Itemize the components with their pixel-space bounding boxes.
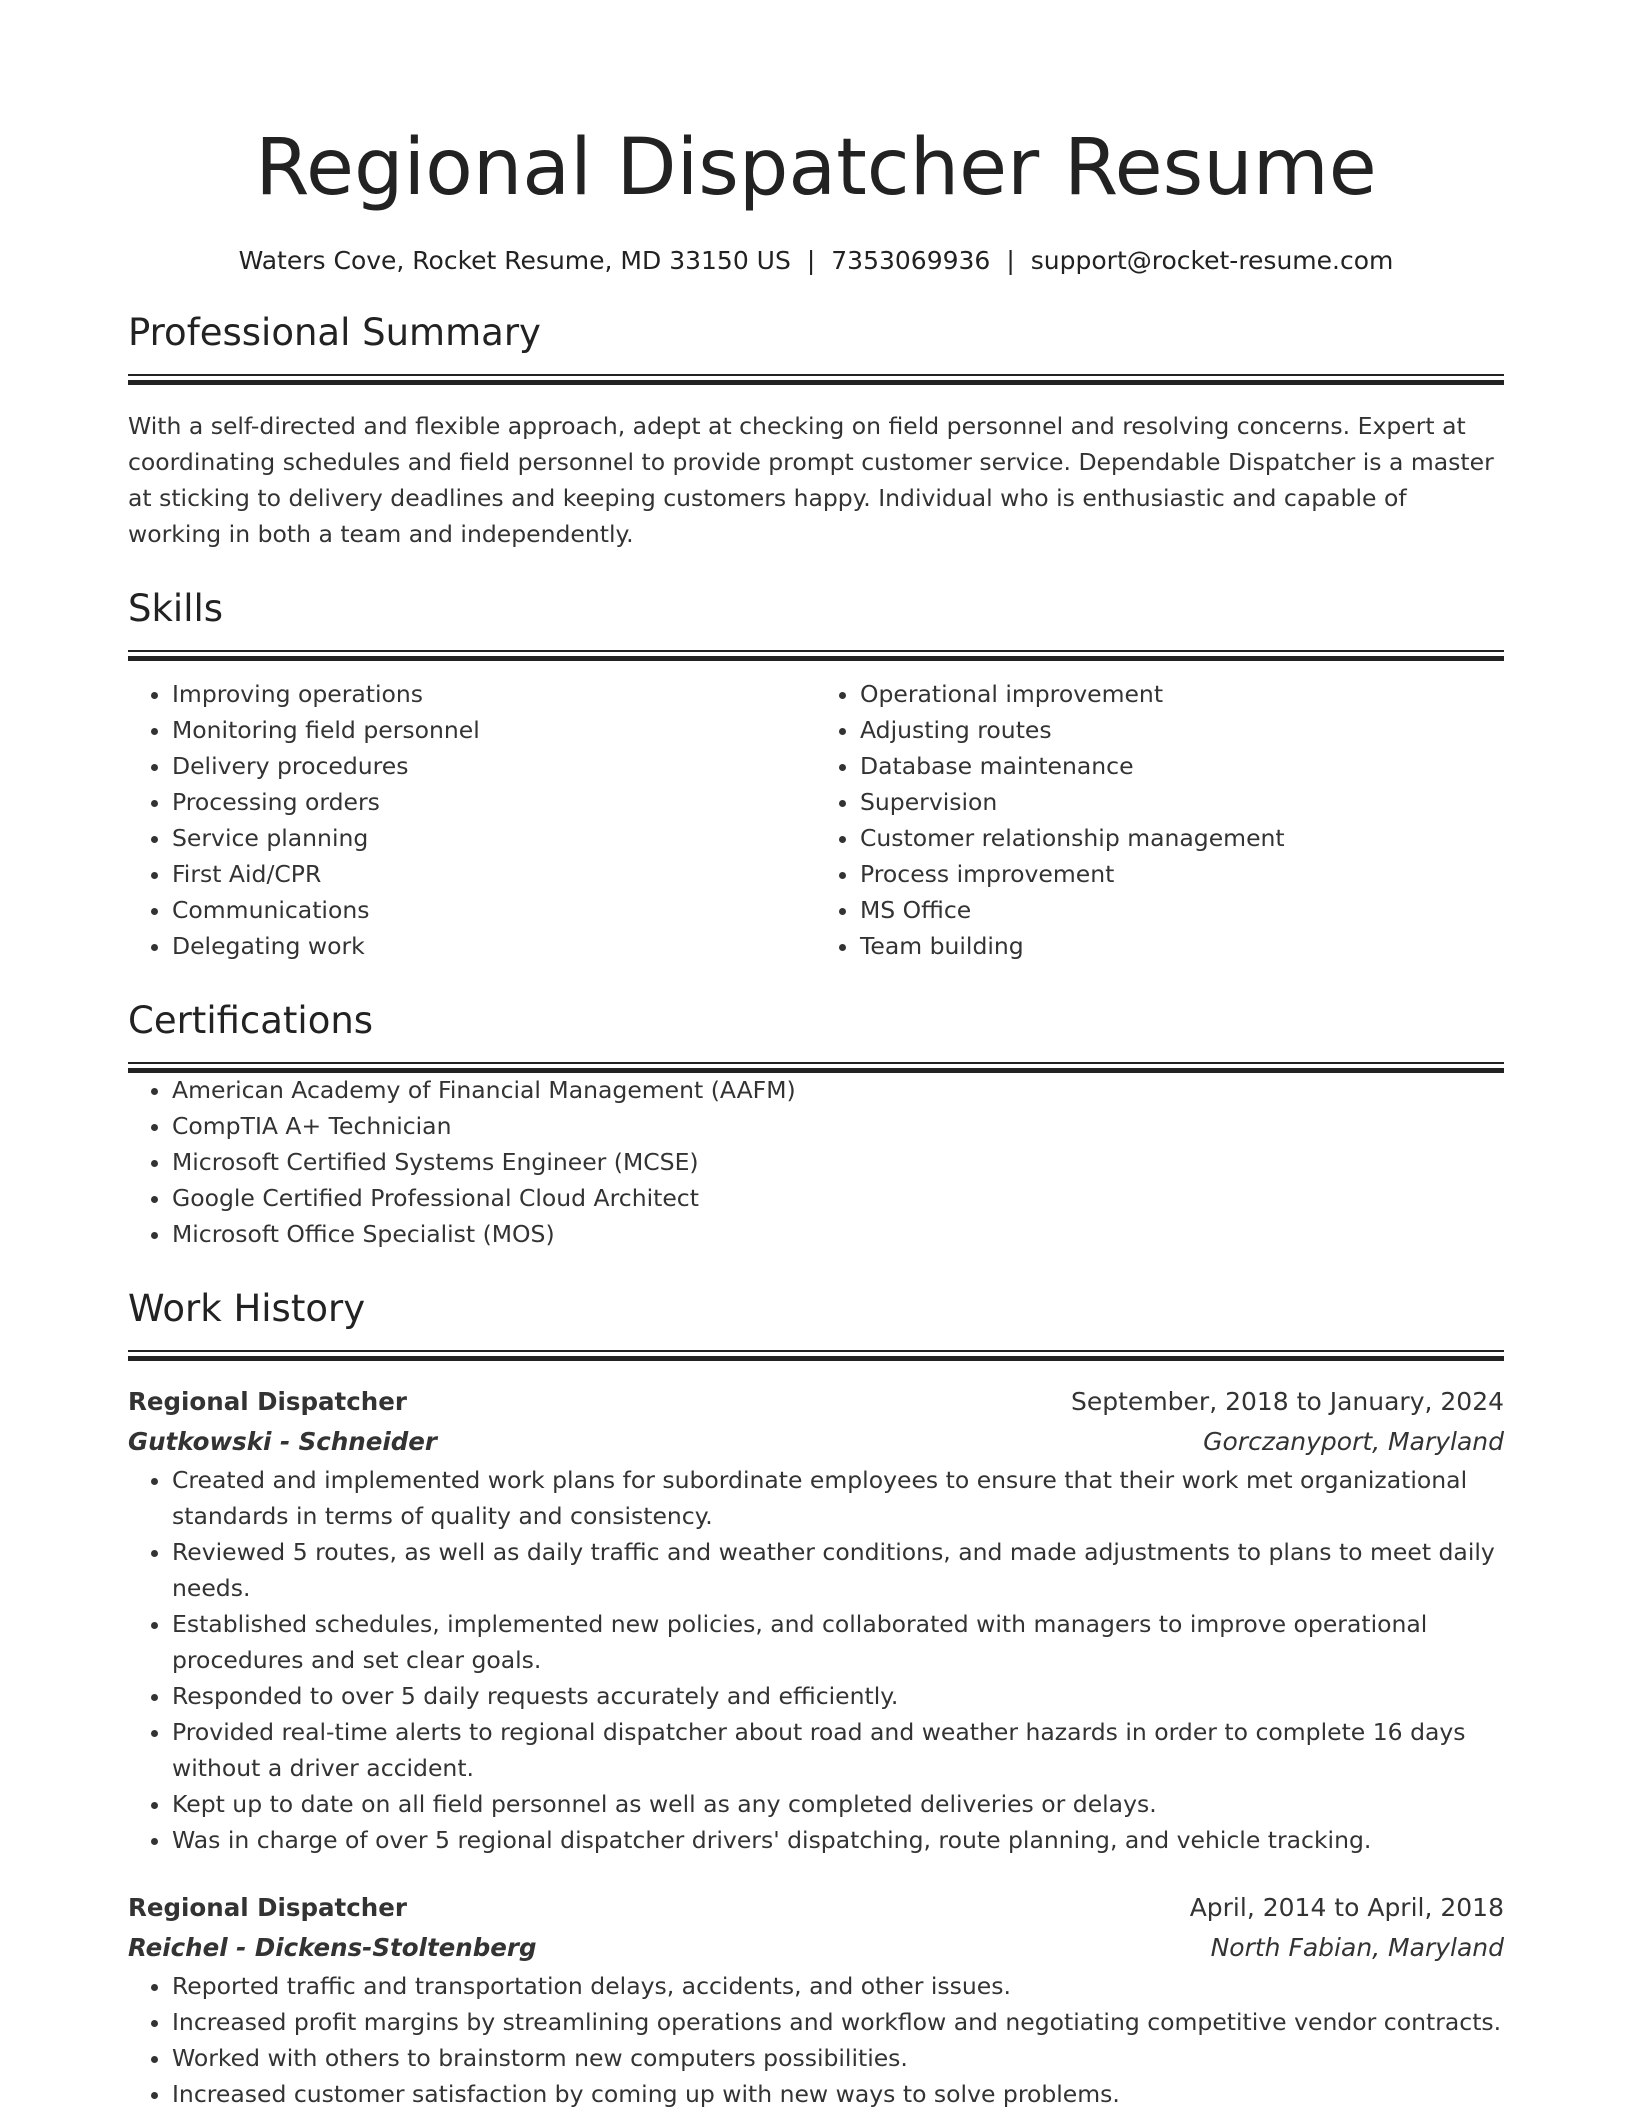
- job-title: Regional Dispatcher: [128, 1893, 407, 1922]
- skill-item: • Supervision: [860, 784, 1504, 820]
- summary-heading: Professional Summary: [128, 311, 541, 354]
- skill-item: • Delegating work: [172, 928, 816, 964]
- certification-item: • CompTIA A+ Technician: [172, 1108, 1504, 1144]
- job-bullet: • Increased customer satisfaction by coming up with new ways to solve problems.: [172, 2076, 1504, 2112]
- job-dates: April, 2014 to April, 2018: [1189, 1893, 1504, 1922]
- job-location: Gorczanyport, Maryland: [1203, 1427, 1504, 1456]
- skills-heading: Skills: [128, 587, 224, 630]
- job-bullet: • Reported traffic and transportation delays, accidents, and other issues.: [172, 1968, 1504, 2004]
- job-company: Gutkowski - Schneider: [128, 1427, 437, 1456]
- skills-grid: [128, 676, 1504, 964]
- job-header-row: [128, 1888, 1504, 1928]
- contact-email[interactable]: support@rocket-resume.com: [1030, 246, 1394, 275]
- skills-column-right: [816, 676, 1504, 964]
- certification-item: • Microsoft Certified Systems Engineer (MCSE): [172, 1144, 1504, 1180]
- summary-text: With a self-directed and flexible approach, adept at checking on field personnel and resolving concerns. Expert at coordinating schedules and field personnel to provide prompt customer service. Dependable Dispatcher is a master at sticking to delivery deadlines and keeping customers happy. Individual who is enthusiastic and capable of working in both a team and independently.: [128, 412, 1494, 548]
- job-bullet-list: [128, 1462, 1504, 1858]
- section-divider: [128, 650, 1504, 660]
- skill-item: • Operational improvement: [860, 676, 1504, 712]
- job-dates: September, 2018 to January, 2024: [1071, 1387, 1504, 1416]
- job-bullet: • Was in charge of over 5 regional dispatcher drivers' dispatching, route planning, and vehicle tracking.: [172, 1822, 1504, 1858]
- certifications-section: [128, 996, 1504, 1252]
- certifications-heading: Certifications: [128, 999, 374, 1042]
- job-company-row: [128, 1928, 1504, 1968]
- skills-column-left: [128, 676, 816, 964]
- job-bullet: • Increased profit margins by streamlining operations and workflow and negotiating competitive vendor contracts.: [172, 2004, 1504, 2040]
- job-bullet: • Reviewed 5 routes, as well as daily traffic and weather conditions, and made adjustments to plans to meet daily needs.: [172, 1534, 1504, 1606]
- section-divider: [128, 1062, 1504, 1072]
- page-title: Regional Dispatcher Resume: [255, 123, 1377, 213]
- certification-item: • Microsoft Office Specialist (MOS): [172, 1216, 1504, 1252]
- job-entry: [128, 1382, 1504, 1858]
- skills-list-right: [816, 676, 1504, 964]
- jobs-list: [128, 1382, 1504, 2112]
- contact-address: Waters Cove, Rocket Resume, MD 33150 US: [238, 246, 791, 275]
- summary-section: [128, 308, 1504, 552]
- section-divider: [128, 374, 1504, 384]
- job-company-row: [128, 1422, 1504, 1462]
- contact-phone: 7353069936: [831, 246, 991, 275]
- job-bullet: • Provided real-time alerts to regional dispatcher about road and weather hazards in order to complete 16 days without a driver accident.: [172, 1714, 1504, 1786]
- work-history-section: [128, 1284, 1504, 2112]
- skill-item: • Process improvement: [860, 856, 1504, 892]
- job-bullet: • Created and implemented work plans for subordinate employees to ensure that their work met organizational standards in terms of quality and consistency.: [172, 1462, 1504, 1534]
- skill-item: • Processing orders: [172, 784, 816, 820]
- skill-item: • Monitoring field personnel: [172, 712, 816, 748]
- work-history-heading: Work History: [128, 1287, 366, 1330]
- job-location: North Fabian, Maryland: [1210, 1933, 1504, 1962]
- certifications-list: [128, 1072, 1504, 1252]
- job-bullet: • Worked with others to brainstorm new computers possibilities.: [172, 2040, 1504, 2076]
- skill-item: • Team building: [860, 928, 1504, 964]
- job-title: Regional Dispatcher: [128, 1387, 407, 1416]
- skill-item: • Adjusting routes: [860, 712, 1504, 748]
- job-header-row: [128, 1382, 1504, 1422]
- job-bullet: • Kept up to date on all field personnel as well as any completed deliveries or delays.: [172, 1786, 1504, 1822]
- job-entry: [128, 1888, 1504, 2112]
- contact-separator: |: [806, 246, 816, 275]
- job-bullet-list: [128, 1968, 1504, 2112]
- certification-item: • American Academy of Financial Management (AAFM): [172, 1072, 1504, 1108]
- contact-separator: |: [1006, 246, 1015, 275]
- skill-item: • MS Office: [860, 892, 1504, 928]
- certification-item: • Google Certified Professional Cloud Architect: [172, 1180, 1504, 1216]
- skill-item: • Database maintenance: [860, 748, 1504, 784]
- skill-item: • Communications: [172, 892, 816, 928]
- skill-item: • First Aid/CPR: [172, 856, 816, 892]
- skill-item: • Delivery procedures: [172, 748, 816, 784]
- skill-item: • Improving operations: [172, 676, 816, 712]
- skill-item: • Customer relationship management: [860, 820, 1504, 856]
- contact-line: [128, 244, 1504, 278]
- job-company: Reichel - Dickens-Stoltenberg: [128, 1933, 537, 1962]
- section-divider: [128, 1350, 1504, 1360]
- job-bullet: • Responded to over 5 daily requests accurately and efficiently.: [172, 1678, 1504, 1714]
- skill-item: • Service planning: [172, 820, 816, 856]
- skills-list-left: [128, 676, 816, 964]
- job-bullet: • Established schedules, implemented new policies, and collaborated with managers to improve operational procedures and set clear goals.: [172, 1606, 1504, 1678]
- skills-section: [128, 584, 1504, 964]
